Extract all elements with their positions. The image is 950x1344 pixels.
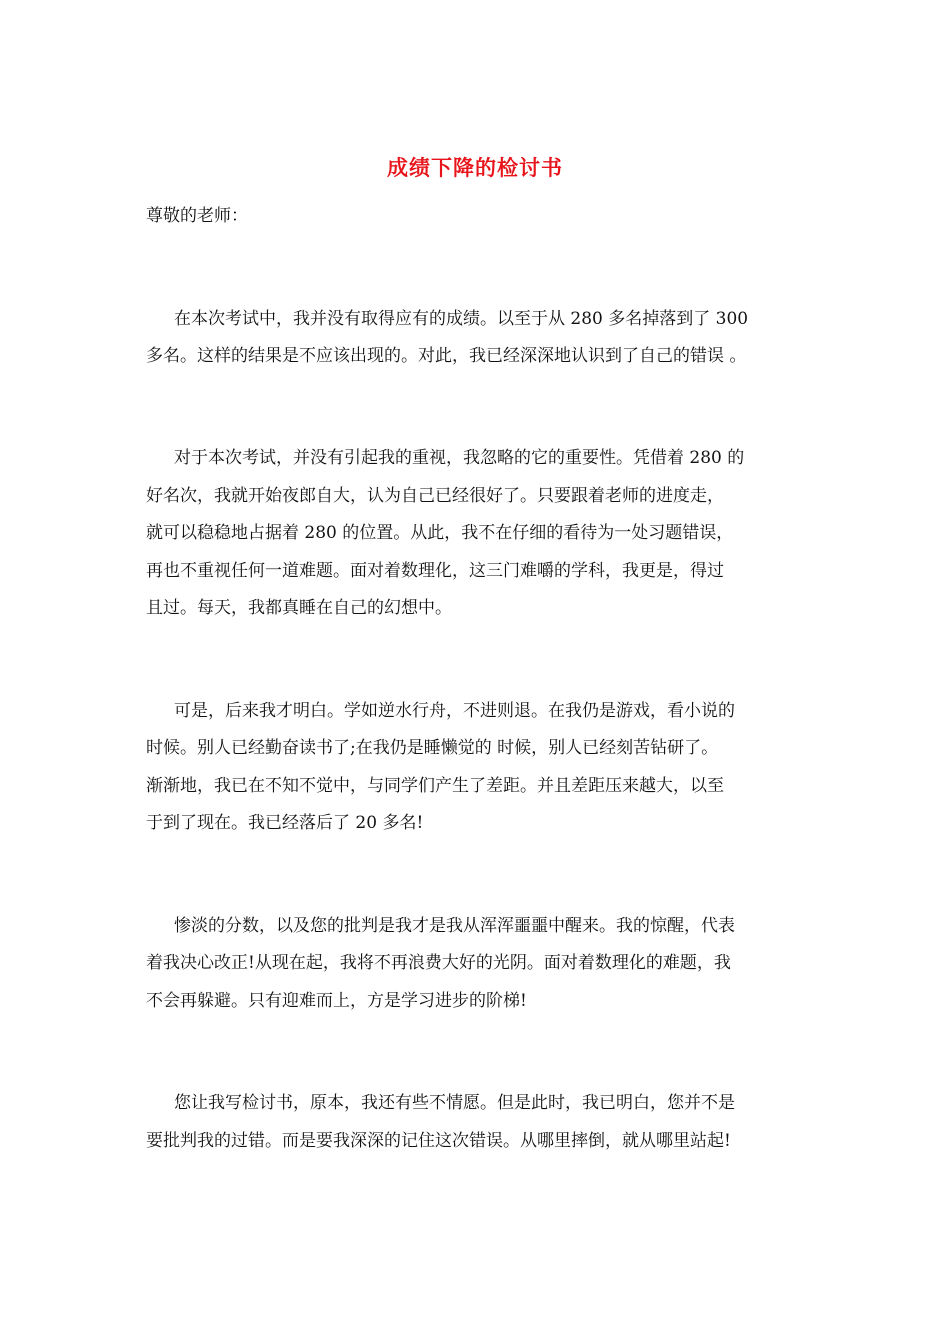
paragraph-2-line-3: 就可以稳稳地占据着 280 的位置。从此，我不在仔细的看待为一处习题错误， xyxy=(146,523,734,543)
paragraph-3-line-2: 时候。别人已经勤奋读书了;在我仍是睡懒觉的 时候，别人已经刻苦钻研了。 xyxy=(146,738,719,758)
document-title: 成绩下降的检讨书 xyxy=(387,155,563,180)
paragraph-3-line-1: 可是，后来我才明白。学如逆水行舟，不进则退。在我仍是游戏，看小说的 xyxy=(174,701,735,721)
paragraph-1-line-2: 多名。这样的结果是不应该出现的。对此，我已经深深地认识到了自己的错误 。 xyxy=(146,346,747,366)
paragraph-4-line-2: 着我决心改正!从现在起，我将不再浪费大好的光阴。面对着数理化的难题，我 xyxy=(146,953,731,973)
paragraph-3-line-3: 渐渐地，我已在不知不觉中，与同学们产生了差距。并且差距压来越大，以至 xyxy=(146,776,724,796)
paragraph-4-line-3: 不会再躲避。只有迎难而上，方是学习进步的阶梯! xyxy=(146,991,527,1011)
paragraph-2-line-5: 且过。每天，我都真睡在自己的幻想中。 xyxy=(146,598,452,618)
paragraph-5-line-1: 您让我写检讨书，原本，我还有些不情愿。但是此时，我已明白，您并不是 xyxy=(174,1093,735,1113)
paragraph-3-line-4: 于到了现在。我已经落后了 20 多名! xyxy=(146,813,424,833)
paragraph-4-line-1: 惨淡的分数，以及您的批判是我才是我从浑浑噩噩中醒来。我的惊醒，代表 xyxy=(174,916,735,936)
paragraph-2-line-1: 对于本次考试，并没有引起我的重视，我忽略的它的重要性。凭借着 280 的 xyxy=(174,448,745,468)
paragraph-5-line-2: 要批判我的过错。而是要我深深的记住这次错误。从哪里摔倒，就从哪里站起! xyxy=(146,1131,731,1151)
paragraph-1-line-1: 在本次考试中，我并没有取得应有的成绩。以至于从 280 多名掉落到了 300 xyxy=(174,309,749,329)
salutation: 尊敬的老师： xyxy=(146,206,248,226)
paragraph-2-line-2: 好名次，我就开始夜郎自大，认为自己已经很好了。只要跟着老师的进度走， xyxy=(146,486,724,506)
paragraph-2-line-4: 再也不重视任何一道难题。面对着数理化，这三门难嚼的学科，我更是，得过 xyxy=(146,561,724,581)
